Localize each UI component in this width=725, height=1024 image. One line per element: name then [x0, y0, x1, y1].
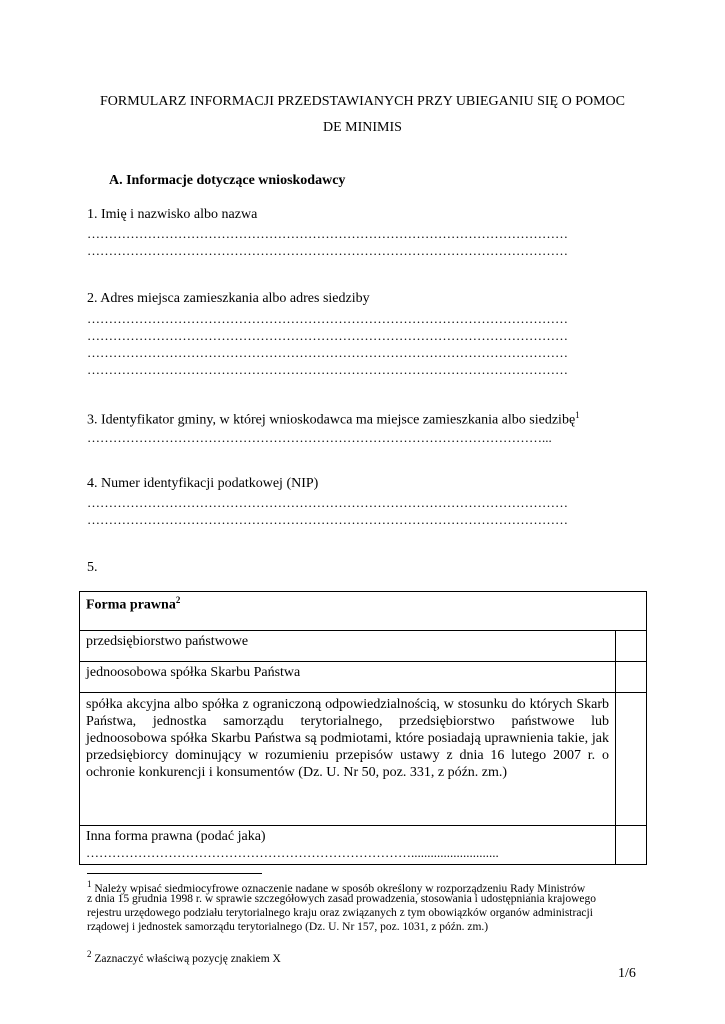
legal-form-table [79, 591, 647, 865]
form-title-line2: DE MINIMIS [323, 120, 402, 135]
footnote-1-line-2: z dnia 15 grudnia 1998 r. w sprawie szczegółowych zasad prowadzenia, stosowania i udostępniania krajowego [87, 893, 597, 905]
footnote-ref-2: 2 [175, 595, 181, 605]
question-2-fill-line-1[interactable]: ………………………………………………………………………………………………… [87, 311, 568, 326]
option-checkbox-jednoosobowa-spolka[interactable] [616, 662, 647, 693]
footnote-separator [87, 873, 262, 874]
question-3-label [87, 410, 580, 429]
option-label-spolka-akcyjna: spółka akcyjna albo spółka z ograniczoną odpowiedzialnością, w stosunku do których Skarb Państwa, jednostka samorządu terytorialnego, przedsiębiorstwo państwowe lub jednoosobowa spółka Skarbu Państwa są podmiotami, które posiadają uprawnienia takie, jak przedsiębiorcy dominujący w rozumieniu przepisów ustawy z dnia 16 lutego 2007 r. o ochronie konkurencji i konsumentów (Dz. U. Nr 50, poz. 331, z późn. zm.) [80, 693, 616, 826]
footnote-2-text: Zaznaczyć właściwą pozycję znakiem X [94, 952, 281, 965]
footnote-1-text-1: Należy wpisać siedmiocyfrowe oznaczenie nadane w sposób określony w rozporządzeniu Rady Ministrów [94, 882, 586, 895]
footnote-1-mark: 1 [87, 879, 92, 889]
form-title-line1: FORMULARZ INFORMACJI PRZEDSTAWIANYCH PRZY UBIEGANIU SIĘ O POMOC [100, 94, 625, 109]
question-5-label: 5. [87, 560, 98, 575]
question-4-label: 4. Numer identyfikacji podatkowej (NIP) [87, 476, 319, 491]
option-cell-inna-forma [80, 826, 616, 865]
legal-form-header-cell [80, 592, 647, 631]
question-1-fill-line-2[interactable]: ………………………………………………………………………………………………… [87, 243, 568, 258]
option-label-inna-forma: Inna forma prawna (podać jaka) [86, 829, 266, 844]
question-2-fill-line-2[interactable]: ………………………………………………………………………………………………… [87, 328, 568, 343]
question-4-fill-line-2[interactable]: ………………………………………………………………………………………………… [87, 512, 568, 527]
section-a-heading: A. Informacje dotyczące wnioskodawcy [109, 173, 346, 188]
question-2-fill-line-4[interactable]: ………………………………………………………………………………………………… [87, 362, 568, 377]
footnote-1-line-4: rządowej i jednostek samorządu terytorialnego (Dz. U. Nr 157, poz. 1031, z późn. zm.) [87, 921, 489, 933]
footnote-2-mark: 2 [87, 949, 92, 959]
option-label-jednoosobowa-spolka: jednoosobowa spółka Skarbu Państwa [80, 662, 616, 693]
question-1-fill-line-1[interactable]: ………………………………………………………………………………………………… [87, 226, 568, 241]
question-4-fill-line-1[interactable]: ………………………………………………………………………………………………… [87, 495, 568, 510]
question-2-label: 2. Adres miejsca zamieszkania albo adres siedziby [87, 291, 370, 306]
footnote-ref-1: 1 [575, 410, 580, 420]
page-number: 1/6 [618, 966, 636, 981]
option-checkbox-spolka-akcyjna[interactable] [616, 693, 647, 826]
footnote-1-line-3: rejestru urzędowego podziału terytorialnego kraju oraz związanych z tym obowiązków organów administracji [87, 907, 593, 919]
question-3-text: 3. Identyfikator gminy, w której wnioskodawca ma miejsce zamieszkania albo siedzibę [87, 412, 576, 428]
option-label-przedsiebiorstwo-panstwowe: przedsiębiorstwo państwowe [80, 631, 616, 662]
footnote-2 [87, 948, 281, 966]
question-1-label: 1. Imię i nazwisko albo nazwa [87, 207, 258, 222]
question-3-fill-line[interactable]: ……………………………………………………………………………………………... [87, 430, 552, 445]
legal-form-header: Forma prawna [86, 597, 176, 613]
inna-forma-fill-line[interactable]: …………………………………………………………………........................... [86, 845, 499, 860]
option-checkbox-inna-forma[interactable] [616, 826, 647, 865]
option-checkbox-przedsiebiorstwo-panstwowe[interactable] [616, 631, 647, 662]
question-2-fill-line-3[interactable]: ………………………………………………………………………………………………… [87, 345, 568, 360]
